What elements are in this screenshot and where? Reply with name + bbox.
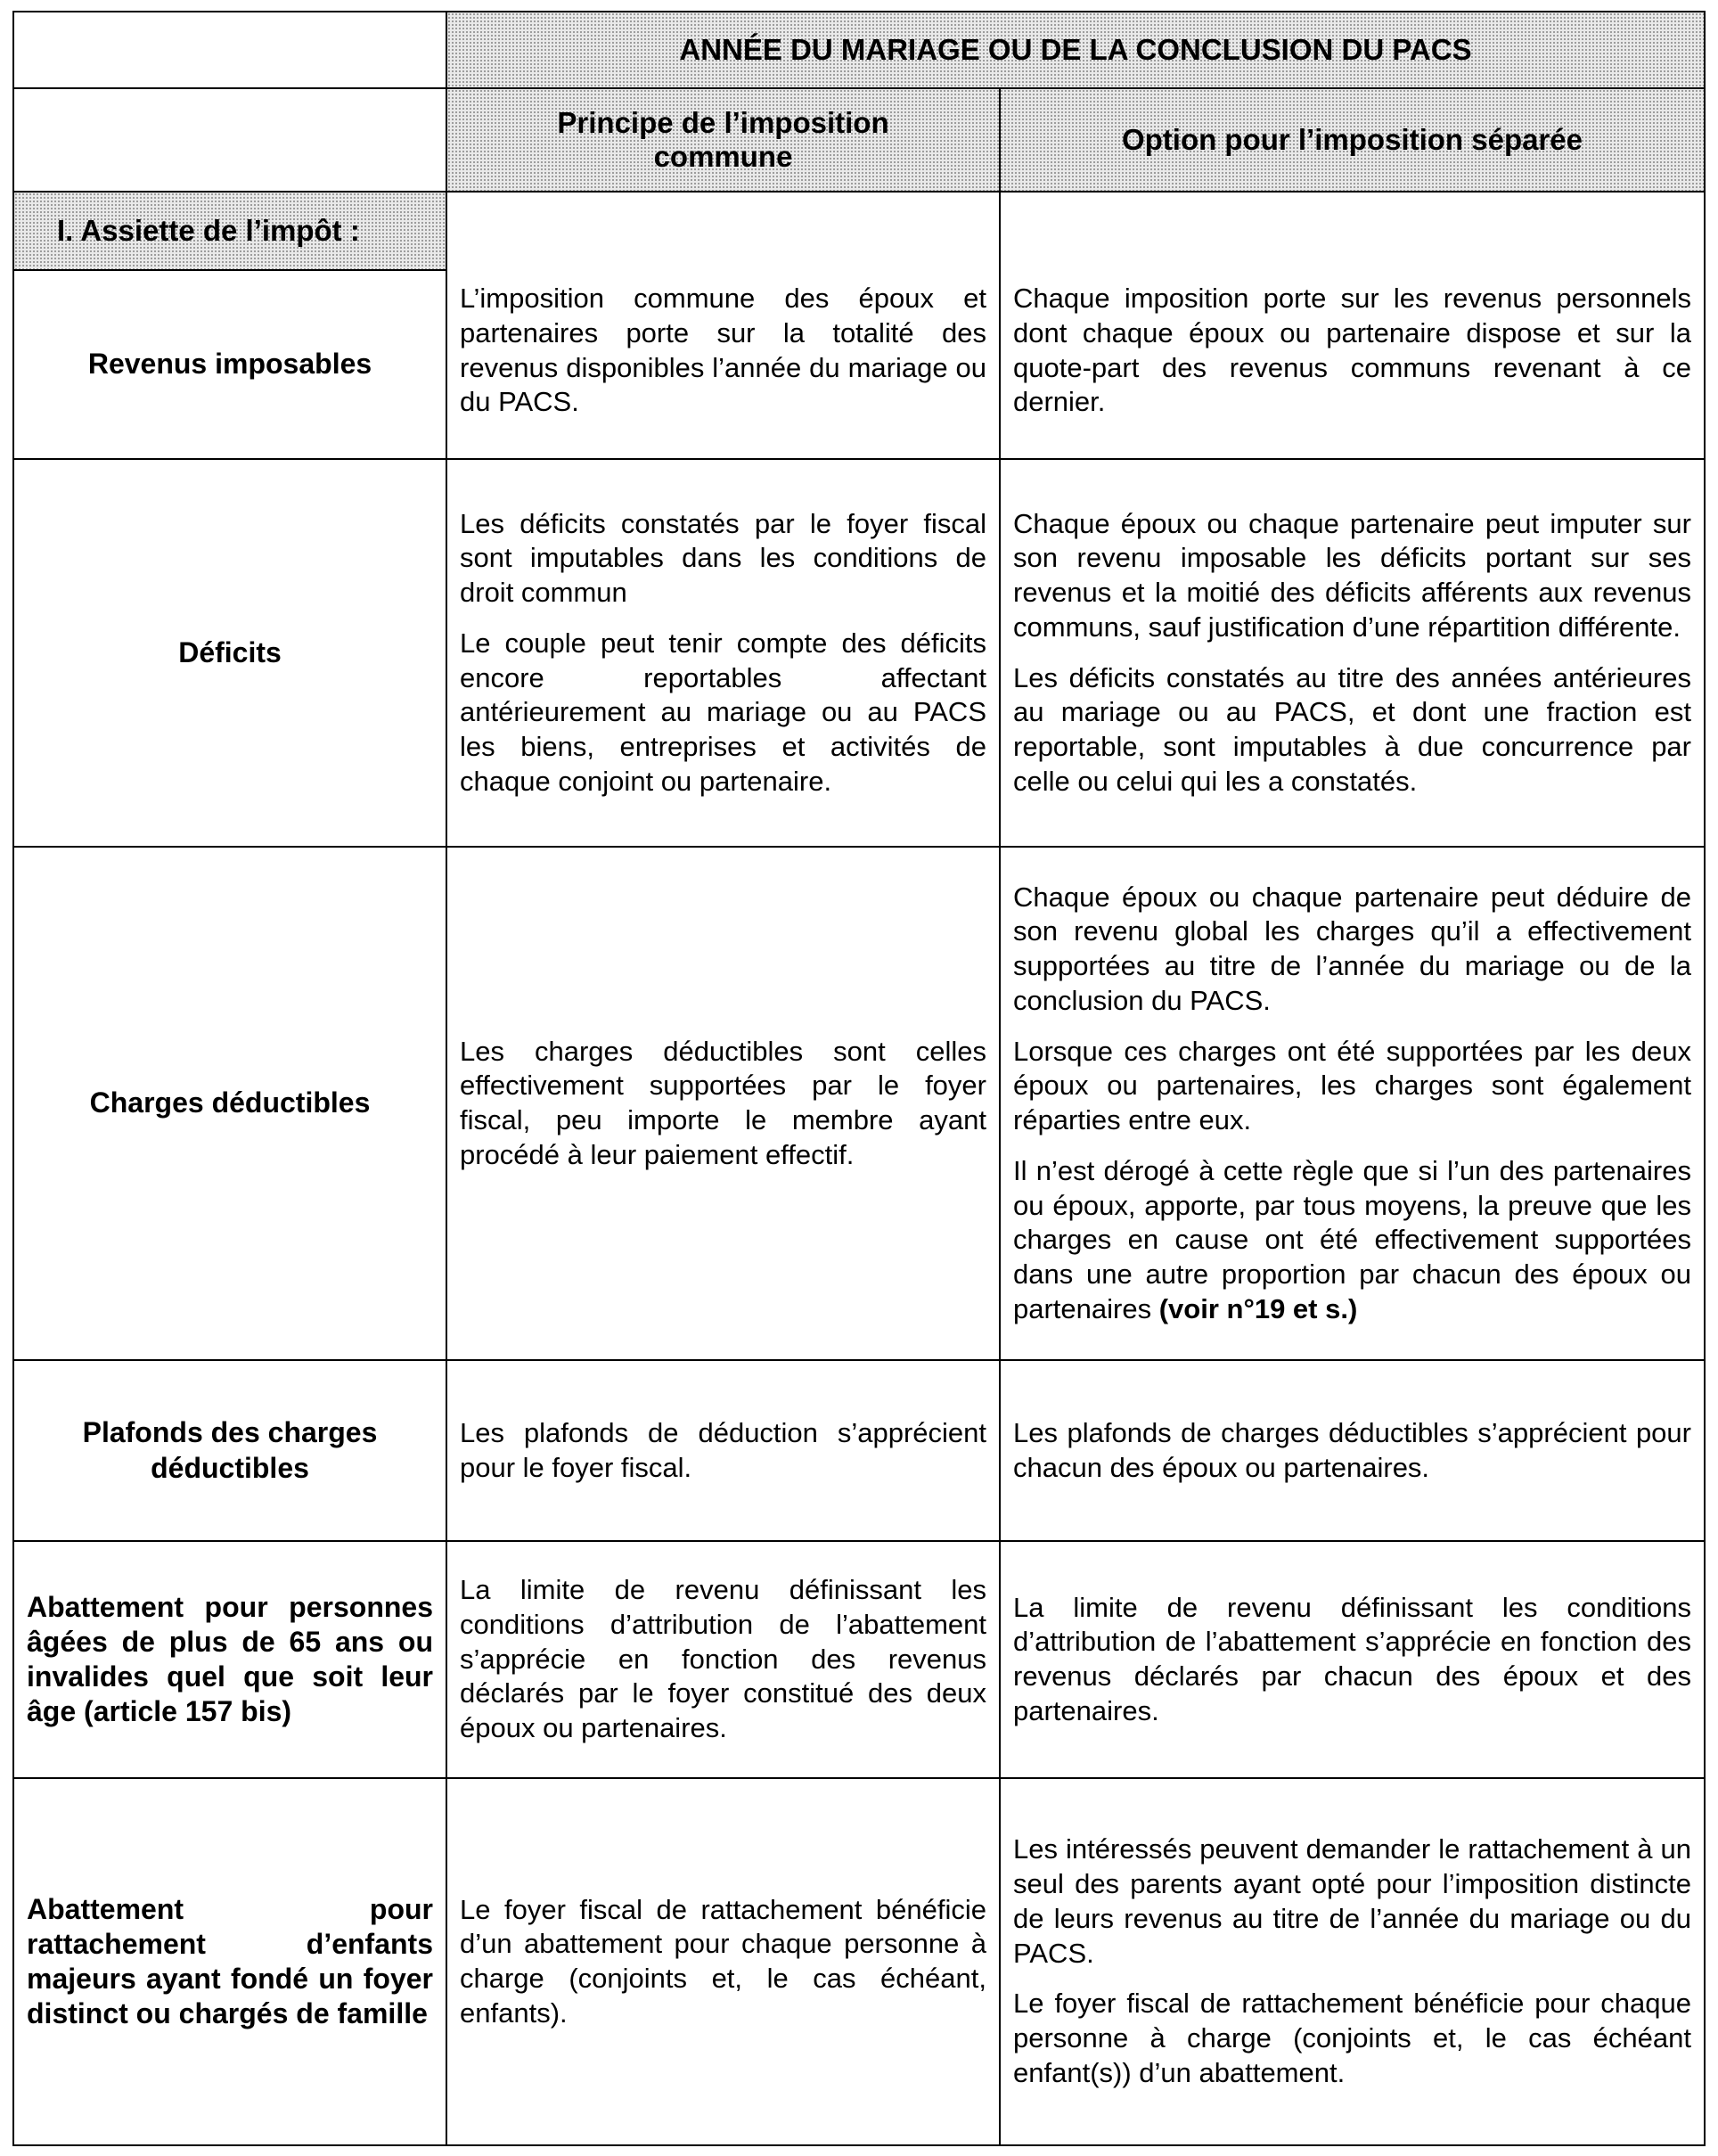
cell-deficits-separate: Chaque époux ou chaque partenaire peut imputer sur son revenu imposable les déficits portant sur ses revenus et la moitié des déficits afférents aux revenus communs, sauf justification d’une répartition différente. Les déficits constatés au titre des années antérieures au mariage ou au PACS, et dont une fraction est reportable, sont imputables à due concurrence par celle ou celui qui les a constatés.: [1013, 507, 1691, 797]
row-label-rattachement: Abattement pour rattachement d’enfants majeurs ayant fondé un foyer distinct ou chargés de famille: [27, 1892, 433, 2030]
cell-charges-common: Les charges déductibles sont celles effectivement supportées par le foyer fiscal, peu importe le membre ayant procédé à leur paiement effectif.: [460, 1035, 986, 1170]
cell-rattachement-common: Le foyer fiscal de rattachement bénéficie d’un abattement pour chaque personne à charge (conjoints et, le cas échéant, enfants).: [460, 1893, 986, 2029]
section-title: I. Assiette de l’impôt :: [57, 214, 360, 248]
column-header-separate: Option pour l’imposition séparée: [1121, 123, 1583, 157]
row-label-revenus: Revenus imposables: [87, 348, 372, 381]
cell-plafonds-common: Les plafonds de déduction s’apprécient pour le foyer fiscal.: [460, 1416, 986, 1483]
charges-separate-last-text: Il n’est dérogé à cette règle que si l’un des partenaires ou époux, apporte, par tous moyens, la preuve que les charges en cause ont été effectivement supportées dans une autre proportion par chacun des époux ou partenaires: [1013, 1154, 1691, 1324]
cell-revenus-common: L’imposition commune des époux et partenaires porte sur la totalité des revenus disponibles l’année du mariage ou du PACS.: [460, 283, 986, 418]
cell-abattement-65-common: La limite de revenu définissant les conditions d’attribution de l’abattement s’apprécie en fonction des revenus déclarés par le foyer constitué des deux époux ou partenaires.: [460, 1574, 986, 1744]
row-label-abattement-65: Abattement pour personnes âgées de plus de 65 ans ou invalides quel que soit leur âge (article 157 bis): [27, 1590, 433, 1728]
cell-charges-separate: Chaque époux ou chaque partenaire peut déduire de son revenu global les charges qu’il a effectivement supportées au titre de l’année du mariage ou de la conclusion du PACS. Lorsque ces charges ont été supportées par les deux époux ou partenaires, les charges sont également réparties entre eux. Il n’est dérogé à cette règle que si l’un des partenaires ou époux, apporte, par tous moyens, la preuve que les charges en cause ont été effectivement supportées dans une autre proportion par chacun des époux ou partenaires (voir n°19 et s.): [1013, 881, 1691, 1324]
cell-rattachement-separate: Les intéressés peuvent demander le rattachement à un seul des parents ayant opté pour l’imposition distincte de leurs revenus au titre de l’année du mariage ou du PACS. Le foyer fiscal de rattachement bénéficie pour chaque personne à charge (conjoints et, le cas échéant enfant(s)) d’un abattement.: [1013, 1833, 1691, 2088]
row-label-plafonds: Plafonds des charges déductibles: [82, 1416, 378, 1484]
cell-revenus-separate: Chaque imposition porte sur les revenus personnels dont chaque époux ou partenaire dispose et sur la quote-part des revenus communs revenant à ce dernier.: [1013, 283, 1691, 418]
cell-plafonds-separate: Les plafonds de charges déductibles s’apprécient pour chacun des époux ou partenaires.: [1013, 1416, 1691, 1483]
charges-reference-link: (voir n°19 et s.): [1158, 1292, 1358, 1324]
column-header-common: Principe de l’imposition commune: [557, 106, 889, 173]
row-label-charges: Charges déductibles: [89, 1086, 371, 1119]
table-main-title: ANNÉE DU MARIAGE OU DE LA CONCLUSION DU PACS: [679, 33, 1472, 67]
fiscal-comparison-table: [12, 11, 1706, 2146]
row-label-deficits: Déficits: [178, 635, 282, 668]
cell-deficits-common: Les déficits constatés par le foyer fiscal sont imputables dans les conditions de droit commun Le couple peut tenir compte des déficits encore reportables affectant antérieurement au mariage ou au PACS les biens, entreprises et activités de chaque conjoint ou partenaire.: [460, 507, 986, 797]
cell-abattement-65-separate: La limite de revenu définissant les conditions d’attribution de l’abattement s’apprécie en fonction des revenus déclarés par chacun des époux et des partenaires.: [1013, 1591, 1691, 1726]
